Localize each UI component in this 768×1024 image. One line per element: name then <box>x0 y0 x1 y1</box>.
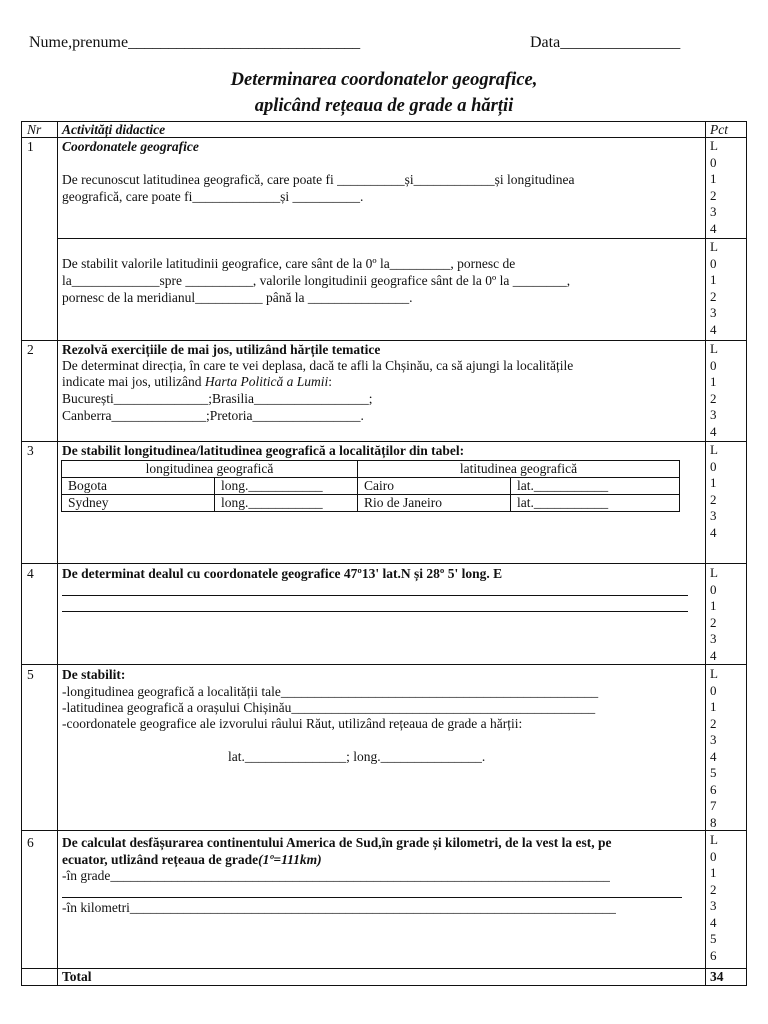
points-scale-row1a: L 0 1 2 3 4 <box>710 138 718 236</box>
row2-text-1: De determinat direcția, în care te vei deplasa, dacă te afli la Chșinău, ca să ajungi la localitățile <box>62 358 574 373</box>
points-scale-row6: L 0 1 2 3 4 5 6 <box>710 832 718 963</box>
answer-line <box>62 595 688 596</box>
row6-text-km: -în kilometri________________________________________________________________________ <box>62 900 616 915</box>
row5-title: De stabilit: <box>62 667 126 682</box>
coordinates-table <box>61 460 680 512</box>
col-latitude: latitudinea geografică <box>358 461 680 478</box>
points-scale-row4: L 0 1 2 3 4 <box>710 565 718 663</box>
row1-text-b3: pornesc de la meridianul__________ până la _______________. <box>62 290 413 305</box>
row2-title: Rezolvă exercițiile de mai jos, utilizând hărțile tematice <box>62 342 381 357</box>
table-row: Sydney long.___________ Rio de Janeiro lat.___________ <box>62 495 680 512</box>
row1-text-a2: geografică, care poate fi_____________și __________. <box>62 189 364 204</box>
col-longitude: longitudinea geografică <box>62 461 358 478</box>
row1-text-b1: De stabilit valorile latitudinii geografice, care sânt de la 0º la_________, pornesc de <box>62 256 516 271</box>
row5-text-3: -coordonatele geografice ale izvorului râului Răut, utilizând rețeaua de grade a hărții: <box>62 716 523 731</box>
row6-title-2: ecuator, utlizând rețeaua de grade(1º=111km) <box>62 852 322 867</box>
page-title-line2: aplicând rețeaua de grade a hărții <box>254 96 514 116</box>
points-scale-row2: L 0 1 2 3 4 <box>710 341 718 439</box>
column-header-pct: Pct <box>710 122 728 137</box>
page-title-line1: Determinarea coordonatelor geografice, <box>230 70 538 90</box>
row6-title-1: De calculat desfășurarea continentului America de Sud,în grade și kilometri, de la vest la est, pe <box>62 835 612 850</box>
row-number-3: 3 <box>27 443 34 458</box>
row3-title: De stabilit longitudinea/latitudinea geografică a localităților din tabel: <box>62 443 465 458</box>
row5-text-4: lat._______________; long._______________. <box>228 749 486 764</box>
row-number-4: 4 <box>27 566 34 581</box>
row-number-2: 2 <box>27 342 34 357</box>
date-field-label: Data_______________ <box>530 34 681 51</box>
answer-line <box>62 897 682 898</box>
column-header-nr: Nr <box>27 122 42 137</box>
row1-text-b2: la_____________spre __________, valorile longitudinii geografice sânt de la 0º la ________, <box>62 273 571 288</box>
table-row: Bogota long.___________ Cairo lat.___________ <box>62 478 680 495</box>
column-header-activities: Activități didactice <box>62 122 166 137</box>
total-value: 34 <box>710 969 724 984</box>
row5-text-1: -longitudinea geografică a localității tale_______________________________________________ <box>62 684 599 699</box>
row2-text-4: Canberra______________;Pretoria________________. <box>62 408 364 423</box>
row6-text-grade: -în grade__________________________________________________________________________ <box>62 868 610 883</box>
row4-title: De determinat dealul cu coordonatele geografice 47º13' lat.N și 28º 5' long. E <box>62 566 503 581</box>
row-number-6: 6 <box>27 835 34 850</box>
row1-title: Coordonatele geografice <box>62 139 199 154</box>
points-scale-row5: L 0 1 2 3 4 5 6 7 8 <box>710 666 718 830</box>
row1-text-a1: De recunoscut latitudinea geografică, care poate fi __________și____________și longitudinea <box>62 172 575 187</box>
name-field-label: Nume,prenume_____________________________ <box>29 34 361 51</box>
answer-line <box>62 611 688 612</box>
row5-text-2: -latitudinea geografică a orașului Chișinău_____________________________________________ <box>62 700 596 715</box>
row2-text-3: București______________;Brasilia_________________; <box>62 391 373 406</box>
row-number-5: 5 <box>27 667 34 682</box>
row2-text-2: indicate mai jos, utilizând Harta Politică a Lumii: <box>62 374 332 389</box>
row-number-1: 1 <box>27 139 34 154</box>
points-scale-row3: L 0 1 2 3 4 <box>710 442 718 540</box>
points-scale-row1b: L 0 1 2 3 4 <box>710 239 718 337</box>
total-label: Total <box>62 969 92 984</box>
